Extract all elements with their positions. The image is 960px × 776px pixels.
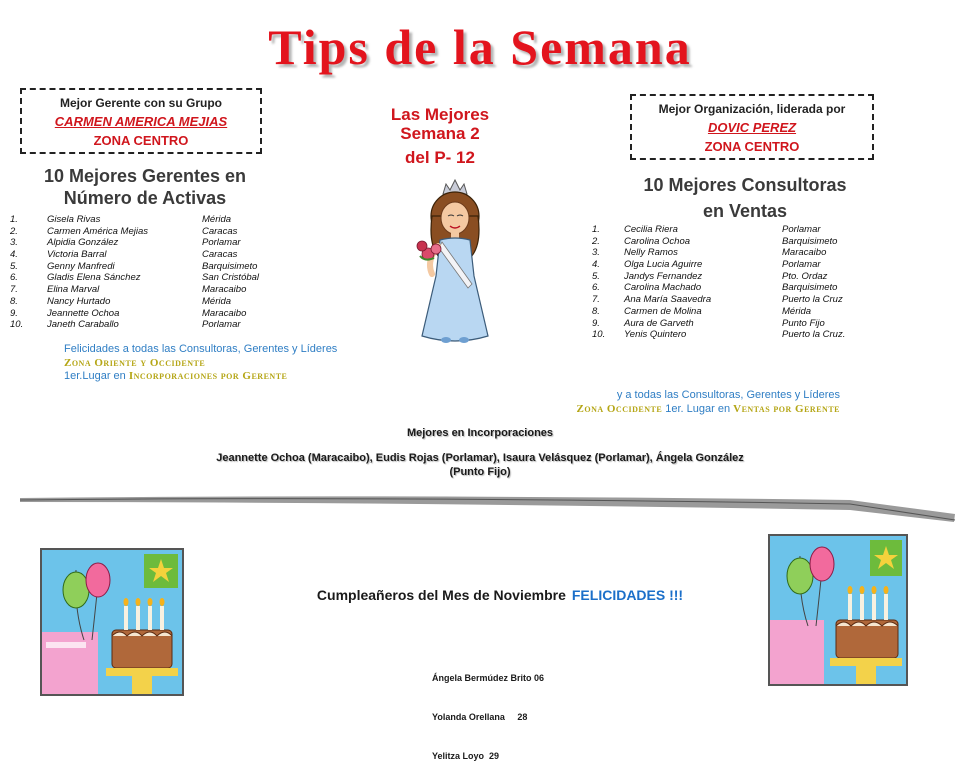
row-number: 8. bbox=[10, 295, 18, 307]
consultoras-heading bbox=[620, 174, 870, 222]
list-row bbox=[10, 214, 300, 226]
message-left-line2: Zona Oriente y Occidente bbox=[64, 356, 206, 369]
row-number: 2. bbox=[592, 235, 600, 247]
birthday-felicidades: FELICIDADES !!! bbox=[571, 587, 684, 603]
row-name: Cecilia Riera bbox=[624, 224, 678, 235]
row-city: Barquisimeto bbox=[782, 235, 838, 247]
row-city: Maracaibo bbox=[202, 307, 247, 319]
best-organization-box bbox=[630, 94, 874, 160]
list-row bbox=[592, 236, 892, 248]
list-row bbox=[592, 259, 892, 271]
birthday-cake-balloons-icon bbox=[768, 534, 908, 686]
row-city: Porlamar bbox=[782, 224, 821, 235]
row-city: Mérida bbox=[782, 305, 812, 317]
list-row bbox=[10, 308, 300, 320]
row-name: Nelly Ramos bbox=[624, 247, 678, 259]
birthday-item: Yolanda Orellana 28 bbox=[432, 712, 528, 722]
message-right-mid: 1er. Lugar en bbox=[662, 402, 734, 415]
incorporaciones-line1: Jeannette Ochoa (Maracaibo), Eudis Rojas (Porlamar), Isaura Velásquez (Porlamar), Ángela González bbox=[216, 452, 744, 464]
row-number: 8. bbox=[592, 305, 600, 317]
row-name: Nancy Hurtado bbox=[47, 295, 111, 307]
row-number: 7. bbox=[10, 284, 18, 296]
gerentes-heading-line1: 10 Mejores Gerentes en bbox=[43, 166, 247, 186]
list-row bbox=[592, 306, 892, 318]
row-city: Porlamar bbox=[202, 237, 241, 249]
message-right-caps1: Zona Occidente bbox=[576, 402, 663, 415]
message-left-caps: Incorporaciones por Gerente bbox=[128, 370, 288, 382]
row-city: Porlamar bbox=[202, 319, 241, 331]
best-manager-name: CARMEN AMERICA MEJIAS bbox=[54, 114, 228, 129]
best-manager-box bbox=[20, 88, 262, 154]
row-name: Carmen de Molina bbox=[624, 305, 702, 317]
message-right-caps2: Ventas por Gerente bbox=[733, 402, 840, 415]
message-left-line1: Felicidades a todas las Consultoras, Gerentes y Líderes bbox=[64, 343, 338, 355]
row-city: Mérida bbox=[202, 214, 232, 225]
row-name: Janeth Caraballo bbox=[47, 319, 119, 331]
row-city: Pto. Ordaz bbox=[782, 270, 828, 282]
row-city: Puerto la Cruz bbox=[782, 294, 843, 306]
list-row bbox=[10, 249, 300, 261]
center-heading bbox=[360, 104, 520, 168]
row-city: Barquisimeto bbox=[202, 260, 258, 272]
list-row bbox=[592, 224, 892, 236]
center-heading-line1: Las Mejores bbox=[390, 105, 490, 124]
consultoras-heading-line2: en Ventas bbox=[702, 201, 788, 221]
row-number: 3. bbox=[10, 237, 18, 249]
birthday-cake-balloons-icon bbox=[40, 548, 184, 696]
row-city: Caracas bbox=[202, 249, 238, 261]
incorporaciones-line2: (Punto Fijo) bbox=[449, 466, 511, 478]
list-row bbox=[592, 271, 892, 283]
row-name: Aura de Garveth bbox=[624, 317, 694, 329]
list-row bbox=[10, 284, 300, 296]
page-title: Tips de la Semana bbox=[268, 19, 692, 75]
row-number: 9. bbox=[10, 307, 18, 319]
birthday-heading bbox=[150, 587, 850, 603]
row-city: Barquisimeto bbox=[782, 282, 838, 294]
message-left bbox=[64, 343, 337, 384]
list-row bbox=[10, 261, 300, 273]
row-number: 5. bbox=[592, 270, 600, 282]
row-number: 1. bbox=[10, 214, 18, 225]
row-number: 2. bbox=[10, 225, 18, 237]
list-row bbox=[10, 296, 300, 308]
row-number: 7. bbox=[592, 294, 600, 306]
list-row bbox=[592, 329, 892, 341]
row-name: Gisela Rivas bbox=[47, 214, 101, 225]
row-number: 9. bbox=[592, 317, 600, 329]
birthday-text: Cumpleañeros del Mes de Noviembre bbox=[316, 587, 566, 603]
best-manager-zone: ZONA CENTRO bbox=[93, 133, 189, 148]
message-right-line1: y a todas las Consultoras, Gerentes y Líderes bbox=[616, 389, 840, 401]
row-city: Maracaibo bbox=[202, 284, 247, 296]
row-city: Puerto la Cruz. bbox=[782, 329, 846, 341]
message-left-prefix: 1er.Lugar en bbox=[64, 370, 129, 382]
gerentes-heading-line2: Número de Activas bbox=[63, 188, 227, 208]
row-name: Victoria Barral bbox=[47, 249, 107, 261]
list-row bbox=[592, 318, 892, 330]
list-row bbox=[592, 294, 892, 306]
list-row bbox=[10, 237, 300, 249]
row-name: Carmen América Mejias bbox=[47, 225, 149, 237]
row-name: Carolina Ochoa bbox=[624, 235, 691, 247]
list-row bbox=[10, 272, 300, 284]
message-right bbox=[440, 389, 840, 416]
row-number: 10. bbox=[592, 329, 606, 341]
row-number: 3. bbox=[592, 247, 600, 259]
incorporaciones-title: Mejores en Incorporaciones bbox=[406, 427, 554, 439]
birthday-list bbox=[432, 646, 544, 776]
birthday-item: Yelitza Loyo 29 bbox=[432, 751, 500, 761]
row-name: Jandys Fernandez bbox=[624, 270, 703, 282]
row-name: Olga Lucia Aguirre bbox=[624, 259, 703, 271]
row-name: Ana María Saavedra bbox=[624, 294, 712, 306]
row-number: 6. bbox=[592, 282, 600, 294]
consultoras-list bbox=[592, 224, 892, 341]
list-row bbox=[592, 247, 892, 259]
row-city: Caracas bbox=[202, 225, 238, 237]
row-number: 10. bbox=[10, 319, 24, 331]
row-city: San Cristóbal bbox=[202, 272, 260, 284]
row-number: 1. bbox=[592, 224, 600, 235]
best-organization-label: Mejor Organización, liderada por bbox=[658, 102, 846, 116]
list-row bbox=[592, 282, 892, 294]
center-heading-line2: Semana 2 bbox=[400, 124, 480, 143]
consultoras-heading-line1: 10 Mejores Consultoras bbox=[643, 175, 847, 195]
row-number: 6. bbox=[10, 272, 18, 284]
queen-with-crown-icon bbox=[410, 176, 500, 348]
row-number: 4. bbox=[592, 259, 600, 271]
best-organization-zone: ZONA CENTRO bbox=[704, 139, 800, 154]
row-name: Gladis Elena Sánchez bbox=[47, 272, 141, 284]
center-heading-line3: del P- 12 bbox=[405, 148, 475, 167]
row-name: Alpidia González bbox=[47, 237, 119, 249]
birthday-item: Ángela Bermúdez Brito 06 bbox=[432, 673, 545, 683]
row-name: Genny Manfredi bbox=[47, 260, 115, 272]
row-number: 4. bbox=[10, 249, 18, 261]
row-name: Yenis Quintero bbox=[624, 329, 687, 341]
gerentes-heading bbox=[20, 165, 270, 209]
message-left-line3 bbox=[64, 370, 337, 384]
row-city: Mérida bbox=[202, 295, 232, 307]
row-name: Carolina Machado bbox=[624, 282, 702, 294]
row-name: Elina Marval bbox=[47, 284, 100, 296]
row-city: Maracaibo bbox=[782, 247, 827, 259]
message-right-line2 bbox=[440, 403, 840, 417]
best-organization-name: DOVIC PEREZ bbox=[707, 120, 797, 135]
decorative-divider bbox=[0, 486, 960, 526]
gerentes-list bbox=[10, 214, 300, 331]
incorporaciones-names bbox=[110, 451, 850, 479]
best-manager-label: Mejor Gerente con su Grupo bbox=[59, 96, 223, 110]
row-city: Porlamar bbox=[782, 259, 821, 271]
list-row bbox=[10, 319, 300, 331]
row-city: Punto Fijo bbox=[782, 317, 825, 329]
row-number: 5. bbox=[10, 260, 18, 272]
row-name: Jeannette Ochoa bbox=[47, 307, 120, 319]
list-row bbox=[10, 226, 300, 238]
